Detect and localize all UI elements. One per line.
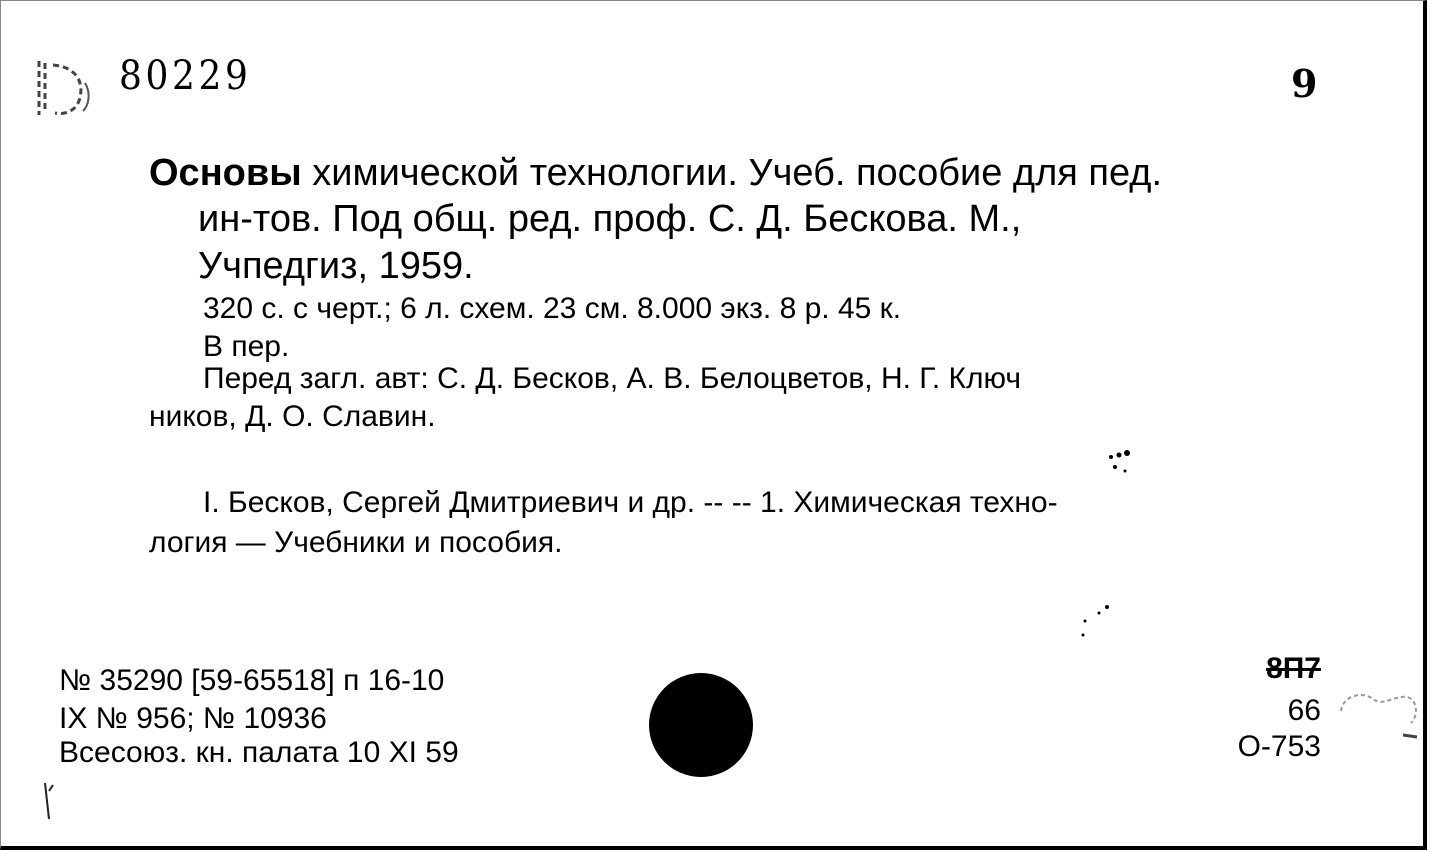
- title-line-3: Учпедгиз, 1959.: [198, 245, 474, 287]
- specks-mark: [1101, 447, 1151, 477]
- description-line-3: Перед загл. авт: С. Д. Бесков, А. В. Белоцветов, Н. Г. Ключ: [203, 362, 1021, 395]
- stamp-mark-icon: [29, 53, 99, 123]
- footer-right-line-1: 8П7: [1266, 652, 1321, 685]
- description-line-1: 320 с. с черт.; 6 л. схем. 23 см. 8.000 экз. 8 р. 45 к.: [203, 292, 902, 325]
- footer-left-line-3: Всесоюз. кн. палата 10 XI 59: [59, 736, 459, 769]
- footer-right-line-2: 66: [1287, 694, 1321, 727]
- description-line-4: ников, Д. О. Славин.: [149, 400, 436, 433]
- title-lead-word: Основы: [149, 152, 302, 194]
- faint-scribble-mark: [1333, 681, 1423, 741]
- footer-left-line-1: № 35290 [59-65518] п 16-10: [59, 664, 445, 697]
- footer-left-line-2: IX № 956; № 10936: [59, 702, 327, 735]
- page-number: 9: [1291, 61, 1318, 106]
- punch-hole: [649, 673, 753, 777]
- title-line-2: ин-тов. Под общ. ред. проф. С. Д. Бескова. М.,: [198, 198, 1022, 240]
- title-rest: химической технологии. Учеб. пособие для пед.: [301, 152, 1162, 194]
- footer-right-line-3: О-753: [1237, 730, 1321, 763]
- handwritten-number: 80229: [119, 53, 252, 99]
- specks-mark-2: [1071, 601, 1121, 641]
- pencil-tick-mark: [41, 781, 57, 821]
- tracing-line-1: I. Бесков, Сергей Дмитриевич и др. -- -- 1. Химическая техно-: [203, 486, 1058, 519]
- description-line-2: В пер.: [203, 330, 290, 363]
- title-line-1: [149, 151, 1162, 195]
- tracing-line-2: логия — Учебники и пособия.: [149, 526, 563, 559]
